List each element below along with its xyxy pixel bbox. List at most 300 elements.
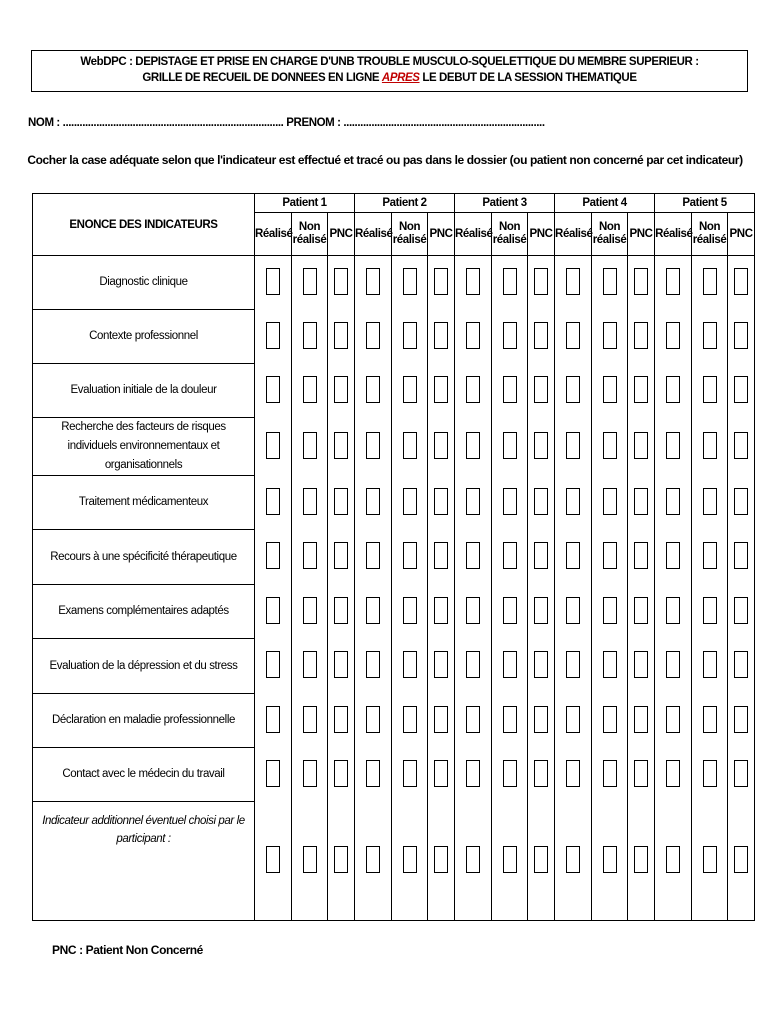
non-realise-header: [592, 213, 628, 256]
checkbox-patient1-non-realise[interactable]: [303, 597, 317, 624]
indicator-row: [33, 585, 755, 639]
checkbox-patient2-pnc[interactable]: [434, 376, 448, 403]
checkbox-cell: [328, 256, 355, 310]
checkbox-patient2-non-realise[interactable]: [403, 760, 417, 787]
indicator-header: ENONCE DES INDICATEURS: [33, 194, 255, 256]
checkbox-patient3-pnc[interactable]: [534, 760, 548, 787]
checkbox-cell: [328, 585, 355, 639]
checkbox-patient1-non-realise[interactable]: [303, 268, 317, 295]
checkbox-patient1-realise[interactable]: [266, 268, 280, 295]
non-realise-header-line1: Non: [498, 221, 521, 233]
checkbox-patient2-pnc[interactable]: [434, 432, 448, 459]
checkbox-patient5-pnc[interactable]: [734, 488, 748, 515]
non-realise-header-line2: réalisé: [692, 234, 727, 246]
checkbox-patient5-non-realise[interactable]: [703, 846, 717, 873]
checkbox-patient3-pnc[interactable]: [534, 268, 548, 295]
checkbox-patient5-realise[interactable]: [666, 706, 680, 733]
checkbox-cell: [392, 364, 428, 418]
checkbox-patient2-non-realise[interactable]: [403, 488, 417, 515]
indicator-label: Evaluation de la dépression et du stress: [33, 639, 255, 694]
checkbox-patient3-realise[interactable]: [466, 651, 480, 678]
checkbox-cell: [655, 802, 692, 921]
checkbox-patient5-realise[interactable]: [666, 432, 680, 459]
checkbox-patient5-non-realise[interactable]: [703, 542, 717, 569]
checkbox-patient2-pnc[interactable]: [434, 542, 448, 569]
form-title-box: [31, 50, 748, 92]
checkbox-cell: [655, 585, 692, 639]
checkbox-patient3-non-realise[interactable]: [503, 706, 517, 733]
checkbox-patient1-pnc[interactable]: [334, 846, 348, 873]
checkbox-cell: [428, 530, 455, 585]
checkbox-patient2-non-realise[interactable]: [403, 322, 417, 349]
checkbox-cell: [628, 639, 655, 694]
checkbox-cell: [592, 639, 628, 694]
checkbox-patient3-non-realise[interactable]: [503, 597, 517, 624]
checkbox-cell: [555, 476, 592, 530]
checkbox-cell: [492, 476, 528, 530]
checkbox-patient3-non-realise[interactable]: [503, 322, 517, 349]
checkbox-cell: [555, 256, 592, 310]
checkbox-patient4-pnc[interactable]: [634, 651, 648, 678]
checkbox-patient3-realise[interactable]: [466, 322, 480, 349]
checkbox-patient2-pnc[interactable]: [434, 597, 448, 624]
checkbox-patient5-non-realise[interactable]: [703, 432, 717, 459]
nom-field[interactable]: ...............................................................................: [62, 117, 284, 129]
checkbox-patient2-non-realise[interactable]: [403, 651, 417, 678]
checkbox-patient4-realise[interactable]: [566, 846, 580, 873]
checkbox-patient2-non-realise[interactable]: [403, 268, 417, 295]
checkbox-patient3-realise[interactable]: [466, 597, 480, 624]
checkbox-patient4-pnc[interactable]: [634, 432, 648, 459]
checkbox-cell: [628, 256, 655, 310]
patient-header-1: Patient 1: [255, 194, 355, 213]
instruction-text: Cocher la case adéquate selon que l'indicateur est effectué et tracé ou pas dans le dossier (ou patient non concerné par cet indicateur): [27, 153, 743, 167]
checkbox-patient3-non-realise[interactable]: [503, 846, 517, 873]
checkbox-cell: [355, 694, 392, 748]
form-title-line2-post: LE DEBUT DE LA SESSION THEMATIQUE: [419, 72, 637, 84]
checkbox-patient1-pnc[interactable]: [334, 651, 348, 678]
checkbox-cell: [628, 802, 655, 921]
non-realise-header: [392, 213, 428, 256]
checkbox-patient4-realise[interactable]: [566, 322, 580, 349]
checkbox-cell: [355, 585, 392, 639]
checkbox-patient3-realise[interactable]: [466, 760, 480, 787]
patient-header-4: Patient 4: [555, 194, 655, 213]
checkbox-patient4-non-realise[interactable]: [603, 322, 617, 349]
checkbox-patient4-realise[interactable]: [566, 542, 580, 569]
checkbox-patient5-realise[interactable]: [666, 597, 680, 624]
checkbox-patient4-pnc[interactable]: [634, 488, 648, 515]
checkbox-cell: [555, 418, 592, 476]
checkbox-cell: [528, 256, 555, 310]
checkbox-cell: [328, 639, 355, 694]
prenom-field[interactable]: ........................................................................: [343, 117, 545, 129]
checkbox-patient4-pnc[interactable]: [634, 760, 648, 787]
checkbox-patient3-non-realise[interactable]: [503, 432, 517, 459]
checkbox-cell: [655, 310, 692, 364]
checkbox-patient2-realise[interactable]: [366, 597, 380, 624]
checkbox-patient1-pnc[interactable]: [334, 488, 348, 515]
checkbox-patient5-realise[interactable]: [666, 488, 680, 515]
non-realise-header-line2: réalisé: [592, 234, 627, 246]
checkbox-patient1-realise[interactable]: [266, 760, 280, 787]
checkbox-cell: [592, 476, 628, 530]
checkbox-patient1-pnc[interactable]: [334, 432, 348, 459]
indicator-row: [33, 476, 755, 530]
checkbox-patient2-non-realise[interactable]: [403, 597, 417, 624]
checkbox-cell: [628, 530, 655, 585]
checkbox-patient2-non-realise[interactable]: [403, 706, 417, 733]
indicator-row: [33, 802, 755, 921]
checkbox-patient5-pnc[interactable]: [734, 268, 748, 295]
checkbox-patient1-realise[interactable]: [266, 542, 280, 569]
checkbox-patient4-realise[interactable]: [566, 597, 580, 624]
checkbox-cell: [555, 530, 592, 585]
checkbox-cell: [728, 639, 755, 694]
checkbox-patient4-pnc[interactable]: [634, 542, 648, 569]
checkbox-cell: [255, 256, 292, 310]
checkbox-patient3-pnc[interactable]: [534, 846, 548, 873]
checkbox-patient3-realise[interactable]: [466, 706, 480, 733]
checkbox-cell: [355, 802, 392, 921]
checkbox-patient5-realise[interactable]: [666, 760, 680, 787]
checkbox-patient2-pnc[interactable]: [434, 706, 448, 733]
indicator-row: [33, 364, 755, 418]
checkbox-patient3-pnc[interactable]: [534, 322, 548, 349]
checkbox-cell: [492, 694, 528, 748]
checkbox-patient4-realise[interactable]: [566, 268, 580, 295]
checkbox-cell: [728, 256, 755, 310]
checkbox-patient4-pnc[interactable]: [634, 597, 648, 624]
checkbox-patient4-non-realise[interactable]: [603, 542, 617, 569]
checkbox-patient2-non-realise[interactable]: [403, 432, 417, 459]
checkbox-patient5-realise[interactable]: [666, 322, 680, 349]
form-title-apres: APRES: [381, 72, 420, 84]
checkbox-patient1-realise[interactable]: [266, 376, 280, 403]
checkbox-patient5-pnc[interactable]: [734, 542, 748, 569]
checkbox-patient5-pnc[interactable]: [734, 376, 748, 403]
checkbox-patient5-pnc[interactable]: [734, 846, 748, 873]
checkbox-cell: [592, 364, 628, 418]
checkbox-cell: [392, 585, 428, 639]
nom-label: NOM :: [28, 117, 60, 129]
checkbox-patient5-realise[interactable]: [666, 268, 680, 295]
checkbox-cell: [455, 418, 492, 476]
checkbox-patient3-pnc[interactable]: [534, 651, 548, 678]
checkbox-patient4-realise[interactable]: [566, 760, 580, 787]
indicator-label: Recherche des facteurs de risques individuels environnementaux et organisationnels: [33, 418, 255, 476]
checkbox-patient4-non-realise[interactable]: [603, 432, 617, 459]
checkbox-patient3-realise[interactable]: [466, 376, 480, 403]
checkbox-patient1-non-realise[interactable]: [303, 322, 317, 349]
checkbox-cell: [392, 476, 428, 530]
checkbox-patient1-non-realise[interactable]: [303, 846, 317, 873]
checkbox-cell: [392, 748, 428, 802]
checkbox-patient1-non-realise[interactable]: [303, 651, 317, 678]
realise-header: Réalisé: [655, 213, 692, 256]
checkbox-patient5-non-realise[interactable]: [703, 488, 717, 515]
checkbox-cell: [492, 256, 528, 310]
checkbox-patient2-pnc[interactable]: [434, 268, 448, 295]
checkbox-cell: [592, 418, 628, 476]
checkbox-patient4-non-realise[interactable]: [603, 651, 617, 678]
checkbox-patient1-non-realise[interactable]: [303, 760, 317, 787]
checkbox-patient3-pnc[interactable]: [534, 597, 548, 624]
non-realise-header-line1: Non: [698, 221, 721, 233]
checkbox-cell: [655, 476, 692, 530]
checkbox-patient2-pnc[interactable]: [434, 322, 448, 349]
checkbox-cell: [292, 748, 328, 802]
checkbox-patient1-realise[interactable]: [266, 322, 280, 349]
indicator-row: [33, 530, 755, 585]
checkbox-cell: [728, 585, 755, 639]
checkbox-patient1-non-realise[interactable]: [303, 706, 317, 733]
checkbox-cell: [592, 748, 628, 802]
checkbox-patient1-pnc[interactable]: [334, 597, 348, 624]
checkbox-cell: [692, 748, 728, 802]
checkbox-patient2-pnc[interactable]: [434, 488, 448, 515]
checkbox-cell: [255, 694, 292, 748]
checkbox-cell: [255, 364, 292, 418]
non-realise-header: [492, 213, 528, 256]
non-realise-header-line1: Non: [598, 221, 621, 233]
checkbox-cell: [428, 476, 455, 530]
checkbox-patient4-realise[interactable]: [566, 432, 580, 459]
checkbox-patient2-pnc[interactable]: [434, 846, 448, 873]
checkbox-patient3-realise[interactable]: [466, 268, 480, 295]
checkbox-cell: [355, 418, 392, 476]
checkbox-patient1-pnc[interactable]: [334, 706, 348, 733]
realise-header: Réalisé: [255, 213, 292, 256]
checkbox-patient2-non-realise[interactable]: [403, 376, 417, 403]
checkbox-patient1-non-realise[interactable]: [303, 432, 317, 459]
checkbox-patient5-non-realise[interactable]: [703, 706, 717, 733]
checkbox-patient4-realise[interactable]: [566, 488, 580, 515]
checkbox-cell: [692, 256, 728, 310]
checkbox-cell: [428, 694, 455, 748]
checkbox-patient3-non-realise[interactable]: [503, 542, 517, 569]
checkbox-cell: [392, 256, 428, 310]
checkbox-patient3-pnc[interactable]: [534, 488, 548, 515]
checkbox-cell: [455, 476, 492, 530]
checkbox-patient4-non-realise[interactable]: [603, 488, 617, 515]
checkbox-cell: [692, 310, 728, 364]
checkbox-patient2-realise[interactable]: [366, 488, 380, 515]
indicator-row: [33, 748, 755, 802]
checkbox-cell: [555, 585, 592, 639]
checkbox-cell: [292, 364, 328, 418]
checkbox-patient4-pnc[interactable]: [634, 846, 648, 873]
checkbox-patient4-non-realise[interactable]: [603, 846, 617, 873]
checkbox-cell: [655, 639, 692, 694]
checkbox-patient4-realise[interactable]: [566, 376, 580, 403]
checkbox-cell: [592, 310, 628, 364]
checkbox-cell: [528, 364, 555, 418]
checkbox-patient2-realise[interactable]: [366, 322, 380, 349]
checkbox-patient5-pnc[interactable]: [734, 597, 748, 624]
checkbox-patient1-pnc[interactable]: [334, 376, 348, 403]
checkbox-cell: [392, 418, 428, 476]
checkbox-patient1-non-realise[interactable]: [303, 488, 317, 515]
checkbox-patient4-non-realise[interactable]: [603, 268, 617, 295]
checkbox-patient4-pnc[interactable]: [634, 268, 648, 295]
checkbox-cell: [392, 639, 428, 694]
checkbox-cell: [655, 694, 692, 748]
form-title-line2-pre: GRILLE DE RECUEIL DE DONNEES EN LIGNE: [142, 72, 382, 84]
checkbox-cell: [455, 694, 492, 748]
checkbox-patient3-pnc[interactable]: [534, 432, 548, 459]
checkbox-patient5-pnc[interactable]: [734, 706, 748, 733]
checkbox-cell: [355, 256, 392, 310]
checkbox-patient3-non-realise[interactable]: [503, 268, 517, 295]
checkbox-cell: [528, 418, 555, 476]
checkbox-patient2-non-realise[interactable]: [403, 846, 417, 873]
checkbox-cell: [492, 310, 528, 364]
checkbox-patient5-realise[interactable]: [666, 651, 680, 678]
checkbox-cell: [728, 476, 755, 530]
patient-header-2: Patient 2: [355, 194, 455, 213]
checkbox-cell: [328, 748, 355, 802]
checkbox-cell: [492, 585, 528, 639]
checkbox-patient5-pnc[interactable]: [734, 651, 748, 678]
checkbox-patient1-pnc[interactable]: [334, 760, 348, 787]
checkbox-patient3-pnc[interactable]: [534, 542, 548, 569]
checkbox-cell: [428, 639, 455, 694]
checkbox-patient2-realise[interactable]: [366, 706, 380, 733]
checkbox-cell: [355, 310, 392, 364]
checkbox-patient4-realise[interactable]: [566, 706, 580, 733]
checkbox-cell: [655, 418, 692, 476]
checkbox-patient5-non-realise[interactable]: [703, 322, 717, 349]
checkbox-patient2-realise[interactable]: [366, 268, 380, 295]
realise-header: Réalisé: [455, 213, 492, 256]
checkbox-patient3-non-realise[interactable]: [503, 376, 517, 403]
checkbox-patient3-realise[interactable]: [466, 432, 480, 459]
checkbox-patient2-realise[interactable]: [366, 760, 380, 787]
checkbox-patient5-pnc[interactable]: [734, 432, 748, 459]
non-realise-header-line2: réalisé: [392, 234, 427, 246]
checkbox-cell: [292, 585, 328, 639]
checkbox-patient2-pnc[interactable]: [434, 760, 448, 787]
checkbox-cell: [455, 530, 492, 585]
checkbox-cell: [528, 802, 555, 921]
checkbox-cell: [655, 256, 692, 310]
checkbox-patient4-non-realise[interactable]: [603, 376, 617, 403]
checkbox-patient3-realise[interactable]: [466, 488, 480, 515]
checkbox-patient4-pnc[interactable]: [634, 706, 648, 733]
pnc-header: PNC: [328, 213, 355, 256]
checkbox-patient2-realise[interactable]: [366, 651, 380, 678]
checkbox-patient5-pnc[interactable]: [734, 322, 748, 349]
checkbox-patient1-realise[interactable]: [266, 706, 280, 733]
checkbox-patient5-non-realise[interactable]: [703, 376, 717, 403]
checkbox-patient5-realise[interactable]: [666, 376, 680, 403]
checkbox-cell: [492, 639, 528, 694]
checkbox-patient1-realise[interactable]: [266, 651, 280, 678]
checkbox-cell: [592, 802, 628, 921]
checkbox-patient3-non-realise[interactable]: [503, 760, 517, 787]
checkbox-patient4-non-realise[interactable]: [603, 760, 617, 787]
checkbox-patient5-non-realise[interactable]: [703, 597, 717, 624]
checkbox-cell: [455, 256, 492, 310]
checkbox-cell: [692, 585, 728, 639]
checkbox-patient4-non-realise[interactable]: [603, 706, 617, 733]
checkbox-cell: [528, 748, 555, 802]
checkbox-patient3-realise[interactable]: [466, 542, 480, 569]
checkbox-patient1-non-realise[interactable]: [303, 376, 317, 403]
checkbox-cell: [592, 530, 628, 585]
checkbox-cell: [655, 530, 692, 585]
checkbox-patient1-realise[interactable]: [266, 488, 280, 515]
checkbox-cell: [492, 748, 528, 802]
checkbox-patient1-pnc[interactable]: [334, 322, 348, 349]
checkbox-cell: [728, 310, 755, 364]
checkbox-patient3-realise[interactable]: [466, 846, 480, 873]
checkbox-cell: [355, 364, 392, 418]
indicator-row: [33, 256, 755, 310]
pnc-header: PNC: [728, 213, 755, 256]
checkbox-patient3-non-realise[interactable]: [503, 651, 517, 678]
checkbox-patient2-realise[interactable]: [366, 432, 380, 459]
checkbox-patient1-pnc[interactable]: [334, 268, 348, 295]
checkbox-patient2-realise[interactable]: [366, 542, 380, 569]
checkbox-patient1-non-realise[interactable]: [303, 542, 317, 569]
checkbox-patient1-realise[interactable]: [266, 597, 280, 624]
indicator-label: Evaluation initiale de la douleur: [33, 364, 255, 418]
checkbox-cell: [455, 802, 492, 921]
checkbox-patient4-realise[interactable]: [566, 651, 580, 678]
checkbox-patient4-non-realise[interactable]: [603, 597, 617, 624]
checkbox-patient2-pnc[interactable]: [434, 651, 448, 678]
non-realise-header-line2: réalisé: [292, 234, 327, 246]
checkbox-cell: [292, 639, 328, 694]
checkbox-patient1-pnc[interactable]: [334, 542, 348, 569]
checkbox-cell: [628, 418, 655, 476]
indicator-row: [33, 310, 755, 364]
non-realise-header-line2: réalisé: [492, 234, 527, 246]
checkbox-cell: [728, 530, 755, 585]
checkbox-patient5-realise[interactable]: [666, 846, 680, 873]
checkbox-cell: [428, 418, 455, 476]
checkbox-patient4-pnc[interactable]: [634, 322, 648, 349]
checkbox-patient5-non-realise[interactable]: [703, 760, 717, 787]
checkbox-patient3-pnc[interactable]: [534, 706, 548, 733]
checkbox-patient5-realise[interactable]: [666, 542, 680, 569]
checkbox-patient5-pnc[interactable]: [734, 760, 748, 787]
checkbox-cell: [328, 310, 355, 364]
checkbox-patient5-non-realise[interactable]: [703, 651, 717, 678]
checkbox-patient5-non-realise[interactable]: [703, 268, 717, 295]
patient-header-5: Patient 5: [655, 194, 755, 213]
checkbox-patient3-non-realise[interactable]: [503, 488, 517, 515]
indicator-label: Examens complémentaires adaptés: [33, 585, 255, 639]
checkbox-patient2-non-realise[interactable]: [403, 542, 417, 569]
checkbox-patient1-realise[interactable]: [266, 432, 280, 459]
checkbox-cell: [428, 585, 455, 639]
checkbox-patient2-realise[interactable]: [366, 846, 380, 873]
checkbox-cell: [428, 364, 455, 418]
checkbox-cell: [292, 802, 328, 921]
checkbox-patient3-pnc[interactable]: [534, 376, 548, 403]
checkbox-cell: [728, 694, 755, 748]
checkbox-cell: [392, 310, 428, 364]
checkbox-cell: [492, 802, 528, 921]
checkbox-patient2-realise[interactable]: [366, 376, 380, 403]
checkbox-cell: [528, 530, 555, 585]
checkbox-cell: [592, 585, 628, 639]
checkbox-patient4-pnc[interactable]: [634, 376, 648, 403]
checkbox-patient1-realise[interactable]: [266, 846, 280, 873]
